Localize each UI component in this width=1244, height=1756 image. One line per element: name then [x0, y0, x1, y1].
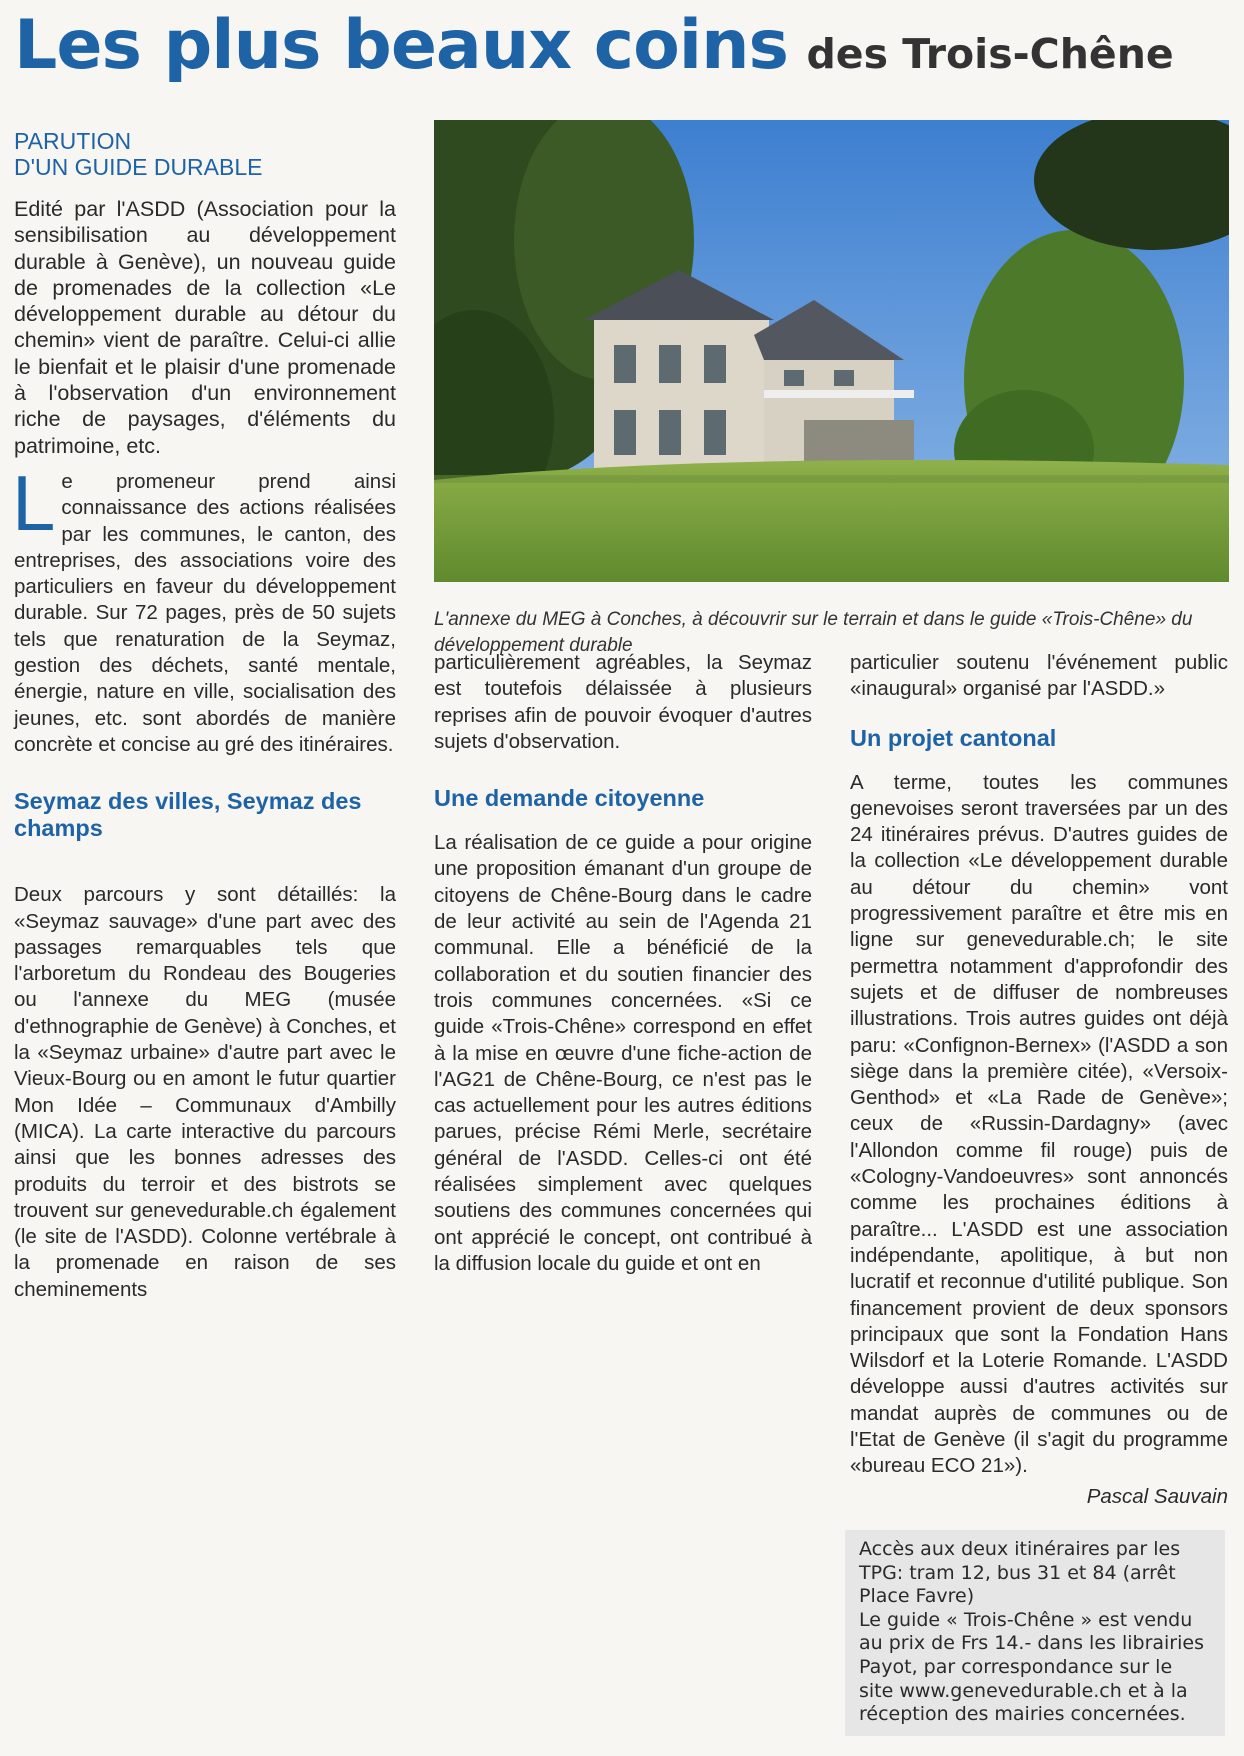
section-body-demande: La réalisation de ce guide a pour origine une proposition émanant d'un groupe de citoyens de Chêne-Bourg dans le cadre de leur activité au sein de l'Agenda 21 communal. Elle a bénéficié de la collaboration et du soutien financier des trois communes concernées. «Si ce guide «Trois-Chêne» correspond en effet à la mise en œuvre d'une fiche-action de l'AG21 de Chêne-Bourg, ce n'est pas le cas actuellement pour les autres éditions parues, précise Rémi Merle, secrétaire général de l'ASDD. Celles-ci ont été réalisées simplement avec quelques soutiens des communes concernées qui ont apprécié le concept, ont contribué à la diffusion locale du guide et ont en: [434, 831, 812, 1275]
drop-cap: L: [12, 458, 56, 547]
kicker-line-2: D'UN GUIDE DURABLE: [14, 154, 263, 180]
intro-paragraph: [12, 458, 396, 758]
article-photo: [434, 120, 1229, 582]
info-price: Le guide « Trois-Chêne » est vendu au prix de Frs 14.- dans les librairies Payot, par correspondance sur le site www.genevedurable.ch et à la réception des mairies concernées.: [859, 1608, 1204, 1726]
kicker-line-1: PARUTION: [14, 128, 132, 154]
section-heading-seymaz: Seymaz des villes, Seymaz des champs: [14, 788, 362, 842]
column-1: [14, 128, 396, 1308]
section-body-seymaz: Deux parcours y sont détaillés: la «Seymaz sauvage» d'une part avec des passages remarquables tels que l'arboretum du Rondeau des Bougeries ou l'annexe du MEG (musée d'ethnographie de Genève) à Conches, et la «Seymaz urbaine» d'autre part avec le Vieux-Bourg ou en amont le futur quartier Mon Idée – Communaux d'Ambilly (MICA). La carte interactive du parcours ainsi que les bonnes adresses des produits du terroir et des bistrots se trouvent sur genevedurable.ch également (le site de l'ASDD). Colonne vertébrale à la promenade en raison de ses cheminements: [14, 883, 396, 1301]
section-heading-demande: Une demande citoyenne: [434, 785, 705, 812]
headline-sub: des Trois-Chêne: [806, 30, 1174, 78]
info-box: [845, 1530, 1225, 1736]
section-continuation-demande: particulier soutenu l'événement public «inaugural» organisé par l'ASDD.»: [850, 651, 1228, 701]
chapeau-paragraph: Edité par l'ASDD (Association pour la sensibilisation au développement durable à Genève), un nouveau guide de promenades de la collection «Le développement durable au détour du chemin» vient de paraître. Celui-ci allie le bienfait et le plaisir d'une promenade à l'observation d'un environnement riche de paysages, d'éléments du patrimoine, etc.: [14, 197, 396, 458]
column-3: [850, 650, 1228, 1530]
section-heading-projet: Un projet cantonal: [850, 724, 1057, 751]
villa-photo-illustration: [434, 120, 1229, 582]
headline-main: Les plus beaux coins: [14, 6, 788, 85]
section-continuation-seymaz: particulièrement agréables, la Seymaz est toutefois délaissée à plusieurs reprises afin de pouvoir évoquer d'autres sujets d'observation.: [434, 651, 812, 753]
author-signature: Pascal Sauvain: [1086, 1484, 1228, 1508]
info-access: Accès aux deux itinéraires par les TPG: tram 12, bus 31 et 84 (arrêt Place Favre): [859, 1538, 1181, 1608]
headline: [14, 6, 1234, 102]
section-body-projet: A terme, toutes les communes genevoises seront traversées par un des 24 itinéraires prévus. D'autres guides de la collection «Le développement durable au détour du chemin» vont progressivement paraître et être mis en ligne sur genevedurable.ch; le site permettra notamment d'approfondir des sujets et de diffuser de nombreuses illustrations. Trois autres guides ont déjà paru: «Confignon-Bernex» (l'ASDD a son siège dans la première citée), «Versoix-Genthod» et «La Rade de Genève»; ceux de «Russin-Dardagny» (avec l'Allondon comme fil rouge) puis de «Cologny-Vandoeuvres» sont annoncés comme les prochaines éditions à paraître... L'ASDD est une association indépendante, apolitique, à but non lucratif et reconnue d'utilité publique. Son financement provient de deux sponsors principaux que sont la Fondation Hans Wilsdorf et la Loterie Romande. L'ASDD développe aussi d'autres activités sur mandat auprès de communes ou de l'Etat de Genève (il s'agit du programme «bureau ECO 21»).: [850, 770, 1228, 1478]
photo-caption: L'annexe du MEG à Conches, à découvrir sur le terrain et dans le guide «Trois-Chêne» du développement durable: [434, 609, 1193, 656]
intro-text: e promeneur prend ainsi connaissance des actions réalisées par les communes, le canton, des entreprises, des associations voire des particuliers en faveur du développement durable. Sur 72 pages, près de 50 sujets tels que renaturation de la Seymaz, gestion des déchets, santé mentale, énergie, nature en ville, socialisation des jeunes, etc. sont abordés de manière concrète et concise au gré des itinéraires.: [14, 469, 396, 756]
column-2: [434, 650, 812, 1300]
